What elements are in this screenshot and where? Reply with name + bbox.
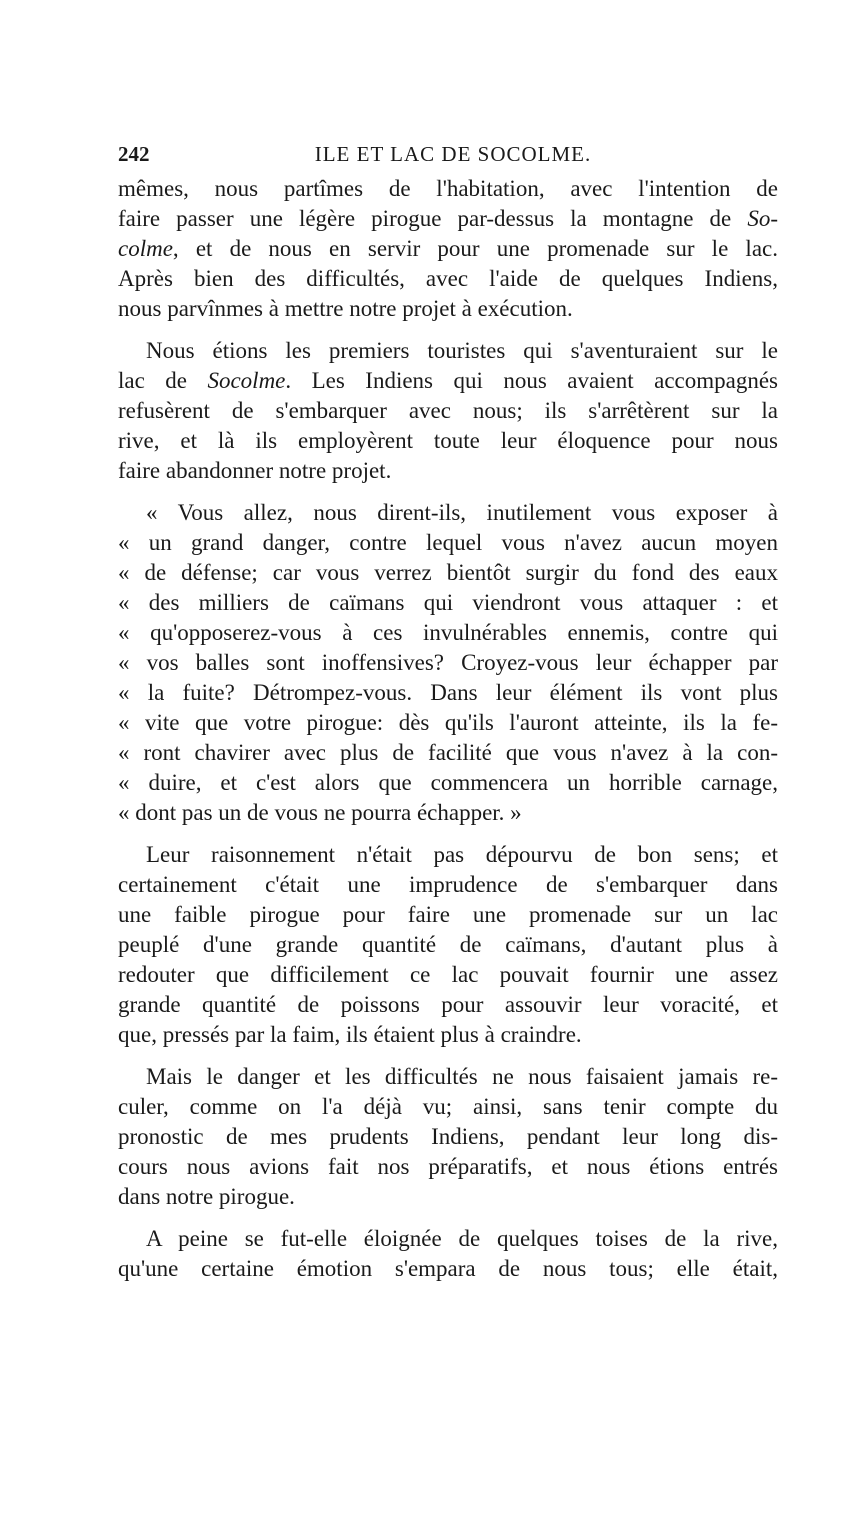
text-line: culer, comme on l'a déjà vu; ainsi, sans tenir compte du — [118, 1094, 778, 1119]
paragraph — [118, 498, 778, 828]
text-line: colme, et de nous en servir pour une promenade sur le lac. — [118, 236, 778, 261]
text-line: « des milliers de caïmans qui viendront vous attaquer : et — [118, 590, 778, 615]
text-line: Nous étions les premiers touristes qui s'aventuraient sur le — [146, 338, 778, 363]
page-body — [118, 174, 778, 1284]
paragraph — [118, 1224, 778, 1284]
text-line: peuplé d'une grande quantité de caïmans, d'autant plus à — [118, 932, 778, 957]
text-line: Mais le danger et les difficultés ne nous faisaient jamais re- — [146, 1064, 778, 1089]
text-line: que, pressés par la faim, ils étaient plus à craindre. — [118, 1022, 582, 1047]
text-line: « dont pas un de vous ne pourra échapper. » — [118, 800, 522, 825]
text-line: « vos balles sont inoffensives? Croyez-vous leur échapper par — [118, 650, 778, 675]
text-line: grande quantité de poissons pour assouvir leur voracité, et — [118, 992, 778, 1017]
text-line: « la fuite? Détrompez-vous. Dans leur élément ils vont plus — [118, 680, 778, 705]
text-line: « de défense; car vous verrez bientôt surgir du fond des eaux — [118, 560, 778, 585]
text-line: pronostic de mes prudents Indiens, pendant leur long dis- — [118, 1124, 778, 1149]
text-line: une faible pirogue pour faire une promenade sur un lac — [118, 902, 778, 927]
text-line: « Vous allez, nous dirent-ils, inutilement vous exposer à — [146, 500, 778, 525]
text-line: A peine se fut-elle éloignée de quelques toises de la rive, — [146, 1226, 778, 1251]
text-line: « vite que votre pirogue: dès qu'ils l'auront atteinte, ils la fe- — [118, 710, 778, 735]
running-header — [118, 142, 778, 172]
text-line: nous parvînmes à mettre notre projet à exécution. — [118, 296, 573, 321]
text-line: Leur raisonnement n'était pas dépourvu de bon sens; et — [146, 842, 778, 867]
paragraph — [118, 840, 778, 1050]
text-line: qu'une certaine émotion s'empara de nous tous; elle était, — [118, 1256, 778, 1281]
text-line: rive, et là ils employèrent toute leur éloquence pour nous — [118, 428, 778, 453]
text-line: faire abandonner notre projet. — [118, 458, 392, 483]
text-line: lac de Socolme. Les Indiens qui nous avaient accompagnés — [118, 368, 779, 393]
running-title: ILE ET LAC DE SOCOLME. — [314, 142, 592, 166]
text-line: faire passer une légère pirogue par-dessus la montagne de So- — [118, 206, 778, 231]
text-line: « ront chavirer avec plus de facilité que vous n'avez à la con- — [118, 740, 778, 765]
text-line: dans notre pirogue. — [118, 1184, 295, 1209]
text-line: mêmes, nous partîmes de l'habitation, avec l'intention de — [118, 176, 778, 201]
page-number: 242 — [118, 142, 150, 166]
text-line: « un grand danger, contre lequel vous n'avez aucun moyen — [118, 530, 778, 555]
paragraph — [118, 1062, 778, 1212]
paragraph — [118, 336, 778, 486]
text-line: refusèrent de s'embarquer avec nous; ils s'arrêtèrent sur la — [118, 398, 778, 423]
text-line: Après bien des difficultés, avec l'aide de quelques Indiens, — [118, 266, 778, 291]
paragraph — [118, 174, 778, 324]
text-line: cours nous avions fait nos préparatifs, et nous étions entrés — [118, 1154, 778, 1179]
text-line: « duire, et c'est alors que commencera un horrible carnage, — [118, 770, 778, 795]
text-line: « qu'opposerez-vous à ces invulnérables ennemis, contre qui — [118, 620, 778, 645]
text-line: certainement c'était une imprudence de s'embarquer dans — [118, 872, 778, 897]
text-line: redouter que difficilement ce lac pouvait fournir une assez — [118, 962, 778, 987]
